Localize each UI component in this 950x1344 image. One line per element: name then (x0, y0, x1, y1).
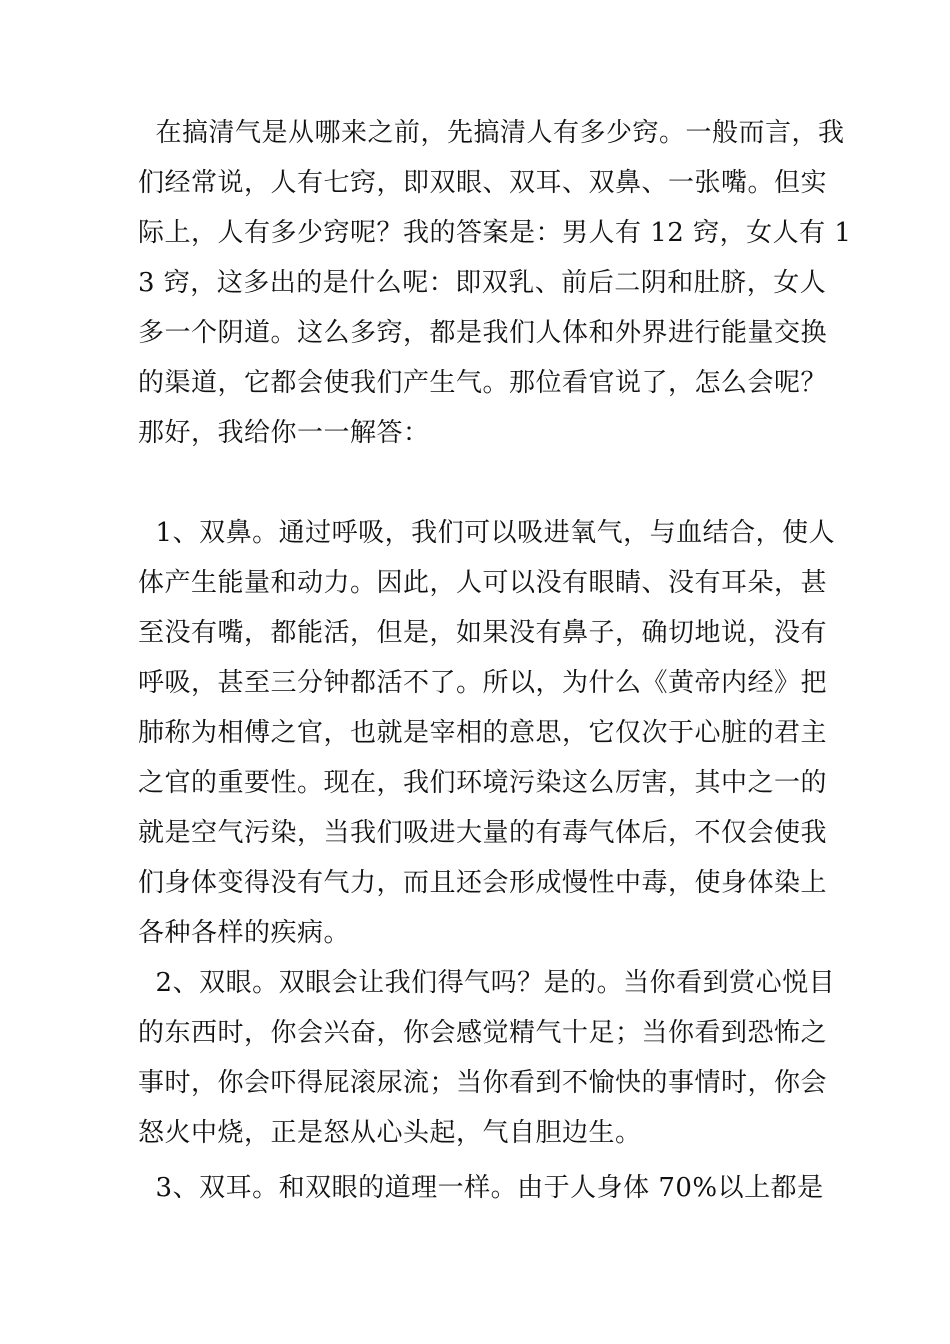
intro-line-5: 多一个阴道。这么多窍，都是我们人体和外界进行能量交换 (138, 318, 828, 348)
item1-line-9: 各种各样的疾病。 (138, 918, 351, 948)
item1-line-3: 至没有嘴，都能活，但是，如果没有鼻子，确切地说，没有 (138, 618, 828, 648)
item1-line-4: 呼吸，甚至三分钟都活不了。所以，为什么《黄帝内经》把 (138, 668, 828, 698)
item2-line-3: 事时，你会吓得屁滚尿流；当你看到不愉快的事情时，你会 (138, 1068, 828, 1098)
intro-line-6: 的渠道，它都会使我们产生气。那位看官说了，怎么会呢？ (138, 368, 828, 398)
intro-line-1: 在搞清气是从哪来之前，先搞清人有多少窍。一般而言，我 (138, 118, 845, 148)
item3-line-1: 3、双耳。和双眼的道理一样。由于人身体 70%以上都是 (138, 1173, 824, 1203)
item1-line-2: 体产生能量和动力。因此，人可以没有眼睛、没有耳朵，甚 (138, 568, 828, 598)
item2-line-4: 怒火中烧，正是怒从心头起，气自胆边生。 (138, 1118, 642, 1148)
item1-line-7: 就是空气污染，当我们吸进大量的有毒气体后，不仅会使我 (138, 818, 828, 848)
item2-line-2: 的东西时，你会兴奋，你会感觉精气十足；当你看到恐怖之 (138, 1018, 828, 1048)
item1-line-8: 们身体变得没有气力，而且还会形成慢性中毒，使身体染上 (138, 868, 828, 898)
intro-line-2: 们经常说，人有七窍，即双眼、双耳、双鼻、一张嘴。但实 (138, 168, 828, 198)
item1-line-5: 肺称为相傅之官，也就是宰相的意思，它仅次于心脏的君主 (138, 718, 828, 748)
intro-line-7: 那好，我给你一一解答： (138, 418, 430, 448)
item1-line-6: 之官的重要性。现在，我们环境污染这么厉害，其中之一的 (138, 768, 828, 798)
item1-line-1: 1、双鼻。通过呼吸，我们可以吸进氧气，与血结合，使人 (138, 518, 836, 548)
intro-line-4: 3 窍，这多出的是什么呢：即双乳、前后二阴和肚脐，女人 (138, 268, 827, 298)
intro-line-3: 际上，人有多少窍呢？我的答案是：男人有 12 窍，女人有 1 (138, 218, 852, 248)
item2-line-1: 2、双眼。双眼会让我们得气吗？是的。当你看到赏心悦目 (138, 968, 836, 998)
